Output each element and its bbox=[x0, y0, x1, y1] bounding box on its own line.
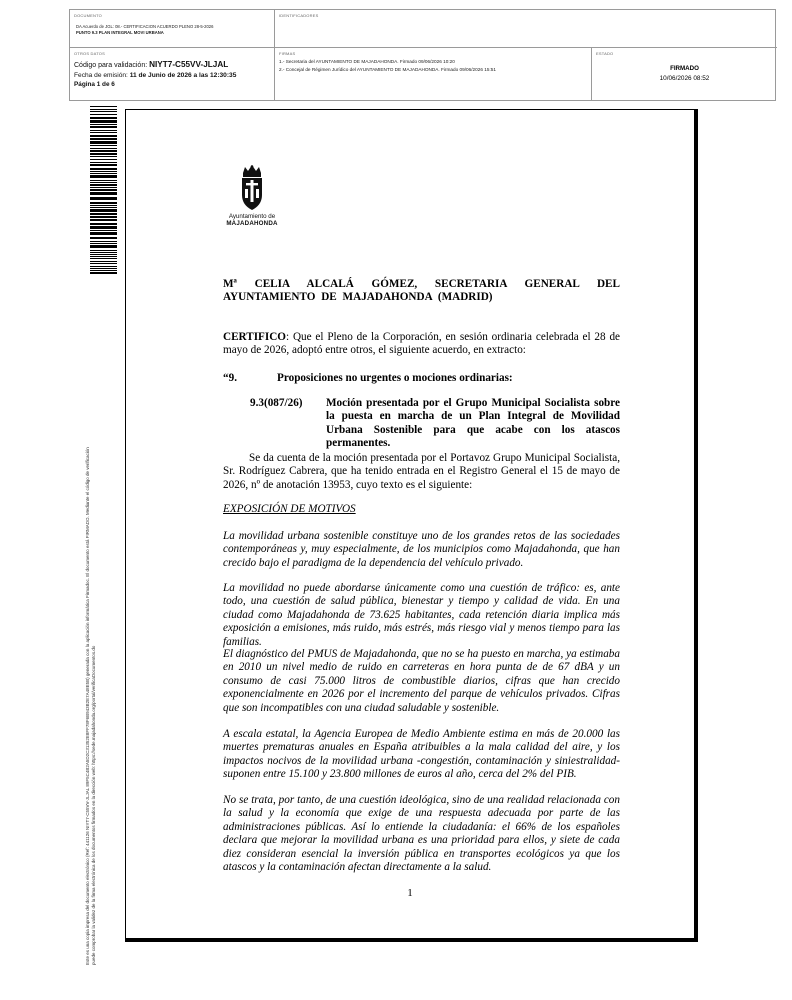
barcode-bar bbox=[90, 223, 117, 225]
firmas-label: FIRMAS bbox=[279, 51, 296, 56]
barcode-bar bbox=[90, 256, 117, 257]
motivo-paragraph-3: El diagnóstico del PMUS de Majadahonda, que no se ha puesto en marcha, ya estimaba en 2010 un nivel medio de ruido en carreteras en hora punta de de 67 dBA y un consumo de casi 75.000 litros de combustible diarios, cifras que han crecido exponencialmente en 2026 por el incremento del parque de vehículos privados. Cifras que son incompatibles con una ciudad saludable y sostenible. bbox=[223, 648, 620, 714]
otros-datos-cell bbox=[70, 48, 275, 101]
documento-line-2: PUNTO 9.3 PLAN INTEGRAL MOVI URBANA bbox=[76, 30, 164, 35]
logo-line-2: MAJADAHONDA bbox=[226, 220, 278, 227]
verification-side-note bbox=[85, 280, 97, 965]
item-heading bbox=[250, 397, 620, 451]
validation-code: NIYT7-C55VV-JLJAL bbox=[149, 60, 229, 69]
section-title: Proposiciones no urgentes o mociones ordinarias: bbox=[277, 372, 513, 384]
barcode-bar bbox=[90, 252, 117, 253]
exposicion-heading: EXPOSICIÓN DE MOTIVOS bbox=[223, 503, 356, 515]
barcode-bar bbox=[90, 254, 117, 255]
barcode-bar bbox=[90, 207, 117, 208]
barcode-bar bbox=[90, 120, 117, 123]
barcode-bar bbox=[90, 148, 117, 149]
barcode-bar bbox=[90, 202, 117, 204]
certifico-label: CERTIFICO bbox=[223, 331, 287, 343]
motivo-paragraph-1: La movilidad urbana sostenible constituye uno de los grandes retos de las sociedades contemporáneas y, muy especialmente, de los municipios como Majadahonda, que han crecido bajo el paradigma de la dependencia del vehículo privado. bbox=[223, 530, 620, 569]
barcode-bar bbox=[90, 130, 117, 131]
side-note-line-1: Este es una copia impresa del documento electrónico (Ref: 441126 NIYT7-C55VV-JLJAL 89F5C4B2A5D2C31352E8FF78F6B943B2E7A48E5B) generada con la aplicación informática Firmadoc. El documento está FIRMADO. Mediante el código de verificación bbox=[85, 447, 90, 965]
barcode-bar bbox=[90, 171, 117, 172]
barcode-bar bbox=[90, 109, 117, 110]
firmas-cell bbox=[275, 48, 592, 101]
emission-prefix: Fecha de emisión: bbox=[74, 72, 130, 79]
estado-date: 10/06/2026 08:52 bbox=[659, 75, 710, 82]
page-number: 1 bbox=[407, 887, 413, 899]
barcode-bar bbox=[90, 219, 117, 221]
barcode-bar bbox=[90, 189, 117, 191]
certifico-paragraph bbox=[223, 331, 620, 358]
document-heading: Mª CELIA ALCALÁ GÓMEZ, SECRETARIA GENERAL DEL AYUNTAMIENTO DE MAJADAHONDA (MADRID) bbox=[223, 278, 620, 304]
barcode-bar bbox=[90, 153, 117, 155]
barcode-bar bbox=[90, 180, 117, 181]
barcode-bar bbox=[90, 237, 117, 239]
section-heading bbox=[223, 372, 620, 385]
barcode-bar bbox=[90, 272, 117, 274]
majadahonda-logo bbox=[212, 165, 292, 227]
barcode-bar bbox=[90, 261, 117, 262]
documento-label: DOCUMENTO bbox=[74, 13, 102, 18]
barcode-bar bbox=[90, 182, 117, 183]
identificadores-cell bbox=[275, 10, 777, 48]
validation-prefix: Código para validación: bbox=[74, 62, 150, 69]
barcode-bar bbox=[90, 150, 117, 152]
barcode-bar bbox=[90, 145, 117, 146]
documento-cell bbox=[70, 10, 275, 48]
barcode-bar bbox=[90, 184, 117, 186]
barcode-bar bbox=[90, 258, 117, 259]
barcode-bar bbox=[90, 268, 117, 269]
barcode-bar bbox=[90, 156, 117, 157]
documento-line-1: DA Acuerdo de JGL: 08.- CERTIFICACION ACUERDO PLENO 28-5-2026 bbox=[76, 24, 214, 29]
side-note-line-2: puede comprobar la validez de la firma electrónica de los documentos firmados en la dirección web: https://sede.majadahonda.org/portal/verificaDocumentos.do bbox=[91, 645, 96, 965]
logo-line-1: Ayuntamiento de bbox=[228, 213, 276, 220]
motivo-paragraph-4: A escala estatal, la Agencia Europea de Medio Ambiente estima en más de 20.000 las muertes prematuras anuales en España atribuibles a la mala calidad del aire, y los impactos nocivos de la movilidad urbana -congestión, contaminación y siniestralidad- suponen entre 15.100 y 23.800 millones de euros al año, cerca del 2% del PIB. bbox=[223, 728, 620, 781]
identificadores-label: IDENTIFICADORES bbox=[279, 13, 319, 18]
barcode-bar bbox=[90, 232, 117, 235]
item-number: 9.3(087/26) bbox=[250, 397, 303, 409]
estado-cell bbox=[592, 48, 777, 101]
barcode-bar bbox=[90, 162, 117, 163]
barcode-bar bbox=[90, 205, 117, 206]
barcode-bar bbox=[90, 117, 117, 119]
barcode-bar bbox=[90, 164, 117, 166]
otros-datos-label: OTROS DATOS bbox=[74, 51, 105, 56]
item-title: Moción presentada por el Grupo Municipal Socialista sobre la puesta en marcha de un Plan Integral de Movilidad Urbana Sostenible para que acabe con los atascos permanentes. bbox=[326, 397, 620, 450]
emission-date: 11 de Junio de 2026 a las 12:30:35 bbox=[129, 72, 237, 79]
barcode-bar bbox=[90, 106, 117, 107]
certifico-text: : Que el Pleno de la Corporación, en sesión ordinaria celebrada el 28 de mayo de 2026, adoptó entre otros, el siguiente acuerdo, en extracto: bbox=[223, 331, 620, 357]
page-info: Página 1 de 6 bbox=[74, 81, 115, 88]
barcode-bar bbox=[90, 141, 117, 144]
emission-line bbox=[74, 72, 236, 79]
estado-value: FIRMADO bbox=[670, 65, 699, 72]
document-page bbox=[125, 109, 698, 942]
barcode-bar bbox=[90, 226, 117, 229]
barcode-bar bbox=[90, 192, 117, 195]
barcode-bar bbox=[90, 216, 117, 218]
barcode-bar bbox=[90, 266, 117, 267]
section-number: “9. bbox=[223, 372, 237, 384]
barcode-bar bbox=[90, 114, 117, 115]
signature-header-table bbox=[69, 9, 776, 101]
barcode-bar bbox=[90, 197, 117, 200]
barcode-bar bbox=[90, 243, 117, 244]
barcode bbox=[90, 106, 117, 276]
firma-2: 2.- Concejal de Régimen Jurídico del AYUNTAMIENTO DE MAJADAHONDA. Firmado 09/06/2026 15:51 bbox=[279, 67, 497, 72]
motivo-paragraph-5: No se trata, por tanto, de una cuestión ideológica, sino de una realidad relacionada con la salud y la economía que exige de una respuesta adecuada por parte de las administraciones públicas. Así lo entiende la ciudadanía: el 66% de los españoles declara que mejorar la movilidad urbana es una prioridad para ellos, y siete de cada diez consideran esencial la inversión pública en transportes ecológicos ya que los atascos y la contaminación afectan directamente a la salud. bbox=[223, 794, 620, 874]
motivo-paragraph-2: La movilidad no puede abordarse únicamente como una cuestión de tráfico: es, ante todo, una cuestión de salud pública, bienestar y tiempo y calidad de vida. En una ciudad como Majadahonda de 73.625 habitantes, cada retención diaria implica más exposición a emisiones, más ruido, más estrés, más riesgo vial y menos tiempo para las familias. bbox=[223, 582, 620, 648]
barcode-bar bbox=[90, 138, 117, 140]
barcode-bar bbox=[90, 245, 117, 248]
barcode-bar bbox=[90, 135, 117, 137]
barcode-bar bbox=[90, 241, 117, 242]
barcode-bar bbox=[90, 230, 117, 231]
barcode-bar bbox=[90, 132, 117, 133]
firma-1: 1.- Secretaria del AYUNTAMIENTO DE MAJADAHONDA. Firmado 09/06/2026 10:20 bbox=[279, 59, 455, 64]
barcode-bar bbox=[90, 250, 117, 251]
barcode-bar bbox=[90, 111, 117, 112]
barcode-bar bbox=[90, 270, 117, 271]
barcode-bar bbox=[90, 213, 117, 215]
intro-paragraph: Se da cuenta de la moción presentada por el Portavoz Grupo Municipal Socialista, Sr. Rodríguez Cabrera, que ha tenido entrada en el Registro General el 15 de mayo de 2026, nº de anotación 13953, cuyo texto es el siguiente: bbox=[223, 452, 620, 491]
barcode-bar bbox=[90, 159, 117, 160]
barcode-bar bbox=[90, 175, 117, 178]
validation-code-line bbox=[74, 60, 228, 69]
barcode-bar bbox=[90, 168, 117, 170]
barcode-bar bbox=[90, 263, 117, 264]
coat-of-arms-icon bbox=[237, 165, 267, 211]
estado-label: ESTADO bbox=[596, 51, 614, 56]
barcode-bar bbox=[90, 126, 117, 128]
barcode-bar bbox=[90, 187, 117, 188]
barcode-bar bbox=[90, 124, 117, 125]
barcode-bar bbox=[90, 209, 117, 212]
barcode-bar bbox=[90, 173, 117, 174]
